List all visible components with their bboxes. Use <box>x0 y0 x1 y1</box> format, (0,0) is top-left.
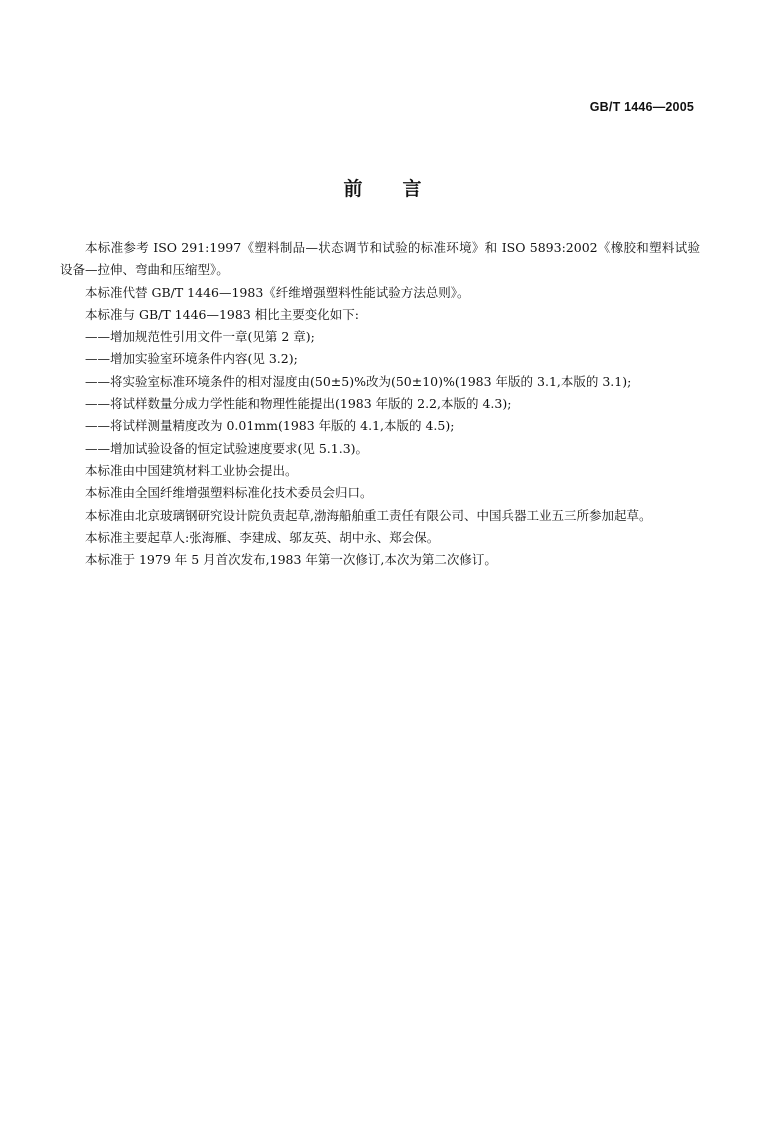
document-body <box>60 237 700 571</box>
paragraph-history: 本标准于 1979 年 5 月首次发布,1983 年第一次修订,本次为第二次修订。 <box>85 552 497 568</box>
list-item: ——增加实验室环境条件内容(见 3.2); <box>85 351 298 367</box>
list-item: ——将试样数量分成力学性能和物理性能提出(1983 年版的 2.2,本版的 4.3); <box>85 396 512 412</box>
paragraph-centralized-by: 本标准由全国纤维增强塑料标准化技术委员会归口。 <box>85 485 373 501</box>
paragraph-drafters: 本标准主要起草人:张海雁、李建成、邬友英、胡中永、郑会保。 <box>85 529 440 545</box>
changes-list <box>60 326 700 460</box>
list-item: ——将实验室标准环境条件的相对湿度由(50±5)%改为(50±10)%(1983 年版的 3.1,本版的 3.1); <box>85 373 632 389</box>
paragraph-changes-intro: 本标准与 GB/T 1446—1983 相比主要变化如下: <box>85 306 359 322</box>
page-title: 前言 <box>343 178 462 200</box>
list-item: ——增加试验设备的恒定试验速度要求(见 5.1.3)。 <box>85 440 369 456</box>
paragraph-references: 本标准参考 ISO 291:1997《塑料制品—状态调节和试验的标准环境》和 ISO 5893:2002《橡胶和塑料试验设备—拉伸、弯曲和压缩型》。 <box>60 240 700 278</box>
list-item: ——增加规范性引用文件一章(见第 2 章); <box>85 329 315 345</box>
paragraph-replaces: 本标准代替 GB/T 1446—1983《纤维增强塑料性能试验方法总则》。 <box>85 284 470 300</box>
paragraph-drafted-by: 本标准由北京玻璃钢研究设计院负责起草,渤海船舶重工责任有限公司、中国兵器工业五三所参加起草。 <box>85 507 652 523</box>
list-item: ——将试样测量精度改为 0.01mm(1983 年版的 4.1,本版的 4.5); <box>85 418 455 434</box>
paragraph-proposed-by: 本标准由中国建筑材料工业协会提出。 <box>85 462 298 478</box>
document-code: GB/T 1446—2005 <box>589 100 694 114</box>
